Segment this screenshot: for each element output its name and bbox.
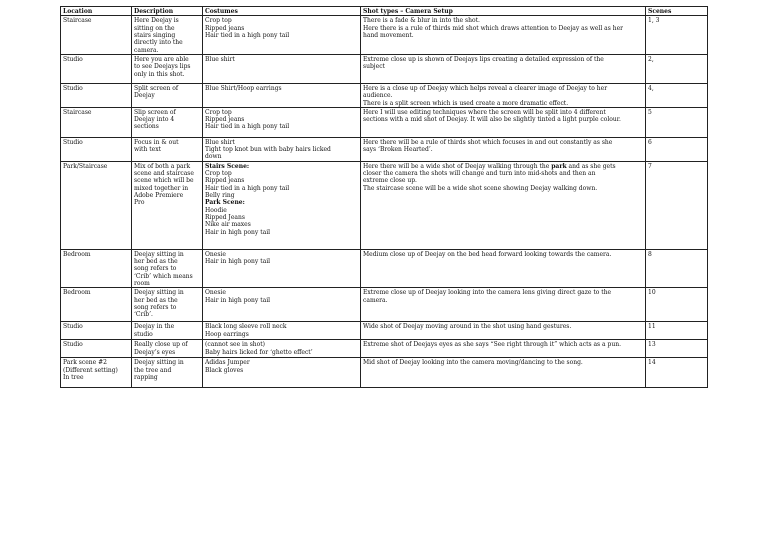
table-header-row [61,7,708,16]
table-row [61,54,708,83]
scenes-cell: 1, 3 [646,16,708,55]
shot-types-cell: Here there will be a rule of thirds shot which focuses in and out constantly as she says ‘Broken Hearted’. [361,137,646,161]
location-cell: Bedroom [61,249,132,288]
costumes-cell: Crop top Ripped jeans Hair tied in a high pony tail [203,107,361,137]
location-cell: Park/Staircase [61,161,132,249]
shot-list-table [60,6,708,388]
stairs-scene-heading: Stairs Scene: [205,162,250,170]
location-cell: Studio [61,340,132,358]
scenes-cell: 4, [646,83,708,107]
header-description: Description [132,7,203,16]
description-cell: Deejay sitting in her bed as the song refers to ‘Crib’ which means room [132,249,203,288]
shot-types-cell: Mid shot of Deejay looking into the camera moving/dancing to the song. [361,358,646,388]
shot-types-cell: Extreme close up of Deejay looking into the camera lens giving direct gaze to the camera. [361,288,646,322]
description-cell: Here you are able to see Deejays lips only in this shot. [132,54,203,83]
description-cell: Focus in & out with text [132,137,203,161]
park-emphasis: park [551,162,567,170]
scenes-cell: 5 [646,107,708,137]
table-row [61,107,708,137]
scenes-cell: 10 [646,288,708,322]
scenes-cell: 2, [646,54,708,83]
location-cell: Studio [61,54,132,83]
scenes-cell: 7 [646,161,708,249]
shot-types-cell: Here I will use editing techniques where the screen will be split into 4 different sections with a mid shot of Deejay. It will also be slightly tinted a light purple colour. [361,107,646,137]
costumes-cell: Blue shirt [203,54,361,83]
shot-types-cell: Medium close up of Deejay on the bed head forward looking towards the camera. [361,249,646,288]
scenes-cell: 11 [646,322,708,340]
shot-types-cell: Extreme close up is shown of Deejays lips creating a detailed expression of the subject [361,54,646,83]
costumes-cell: Adidas Jumper Black gloves [203,358,361,388]
description-cell: Split screen of Deejay [132,83,203,107]
header-scenes: Scenes [646,7,708,16]
table-row [61,249,708,288]
description-cell: Deejay sitting in her bed as the song refers to ‘Crib’. [132,288,203,322]
scenes-cell: 14 [646,358,708,388]
shot-types-cell: Here is a close up of Deejay which helps reveal a clearer image of Deejay to her audience. There is a split screen which is used create a more dramatic effect. [361,83,646,107]
table-row [61,16,708,55]
costumes-cell: Blue shirt Tight top knot bun with baby hairs licked down [203,137,361,161]
location-cell: Studio [61,83,132,107]
scenes-cell: 6 [646,137,708,161]
table-row [61,288,708,322]
costumes-cell: Blue Shirt/Hoop earrings [203,83,361,107]
costumes-cell: Onesie Hair in high pony tail [203,288,361,322]
costumes-cell: Black long sleeve roll neck Hoop earrings [203,322,361,340]
location-cell: Park scene #2 (Different setting) In tree [61,358,132,388]
table-row [61,137,708,161]
table-row [61,161,708,249]
description-cell: Slip screen of Deejay into 4 sections [132,107,203,137]
location-cell: Studio [61,322,132,340]
header-costumes: Costumes [203,7,361,16]
table-row [61,83,708,107]
costumes-cell: Onesie Hair in high pony tail [203,249,361,288]
description-cell: Deejay sitting in the tree and rapping [132,358,203,388]
description-cell: Here Deejay is sitting on the stairs singing directly into the camera. [132,16,203,55]
description-cell: Deejay in the studio [132,322,203,340]
location-cell: Staircase [61,16,132,55]
costumes-cell: (cannot see in shot) Baby hairs licked for ‘ghetto effect’ [203,340,361,358]
shot-types-cell: Here there will be a wide shot of Deejay walking through the park and as she gets closer the camera the shots will change and turn into mid-shots and then an extreme close up. The staircase scene will be a wide shot scene showing Deejay walking down. [361,161,646,249]
location-cell: Bedroom [61,288,132,322]
location-cell: Studio [61,137,132,161]
table-row [61,358,708,388]
costumes-cell: Stairs Scene: Crop top Ripped jeans Hair tied in a high pony tail Belly ring Park Scene: Hoodie Ripped Jeans Nike air maxes Hair in high pony tail [203,161,361,249]
table-row [61,340,708,358]
description-cell: Mix of both a park scene and staircase scene which will be mixed together in Adobe Premiere Pro [132,161,203,249]
location-cell: Staircase [61,107,132,137]
scenes-cell: 13 [646,340,708,358]
shot-types-cell: Wide shot of Deejay moving around in the shot using hand gestures. [361,322,646,340]
header-shot-types: Shot types – Camera Setup [361,7,646,16]
costumes-cell: Crop top Ripped jeans Hair tied in a high pony tail [203,16,361,55]
shot-types-cell: Extreme shot of Deejays eyes as she says “See right through it” which acts as a pun. [361,340,646,358]
table-row [61,322,708,340]
description-cell: Really close up of Deejay’s eyes [132,340,203,358]
park-scene-heading: Park Scene: [205,199,245,207]
header-location: Location [61,7,132,16]
scenes-cell: 8 [646,249,708,288]
shot-types-cell: There is a fade & blur in into the shot. Here there is a rule of thirds mid shot which draws attention to Deejay as well as her hand movement. [361,16,646,55]
